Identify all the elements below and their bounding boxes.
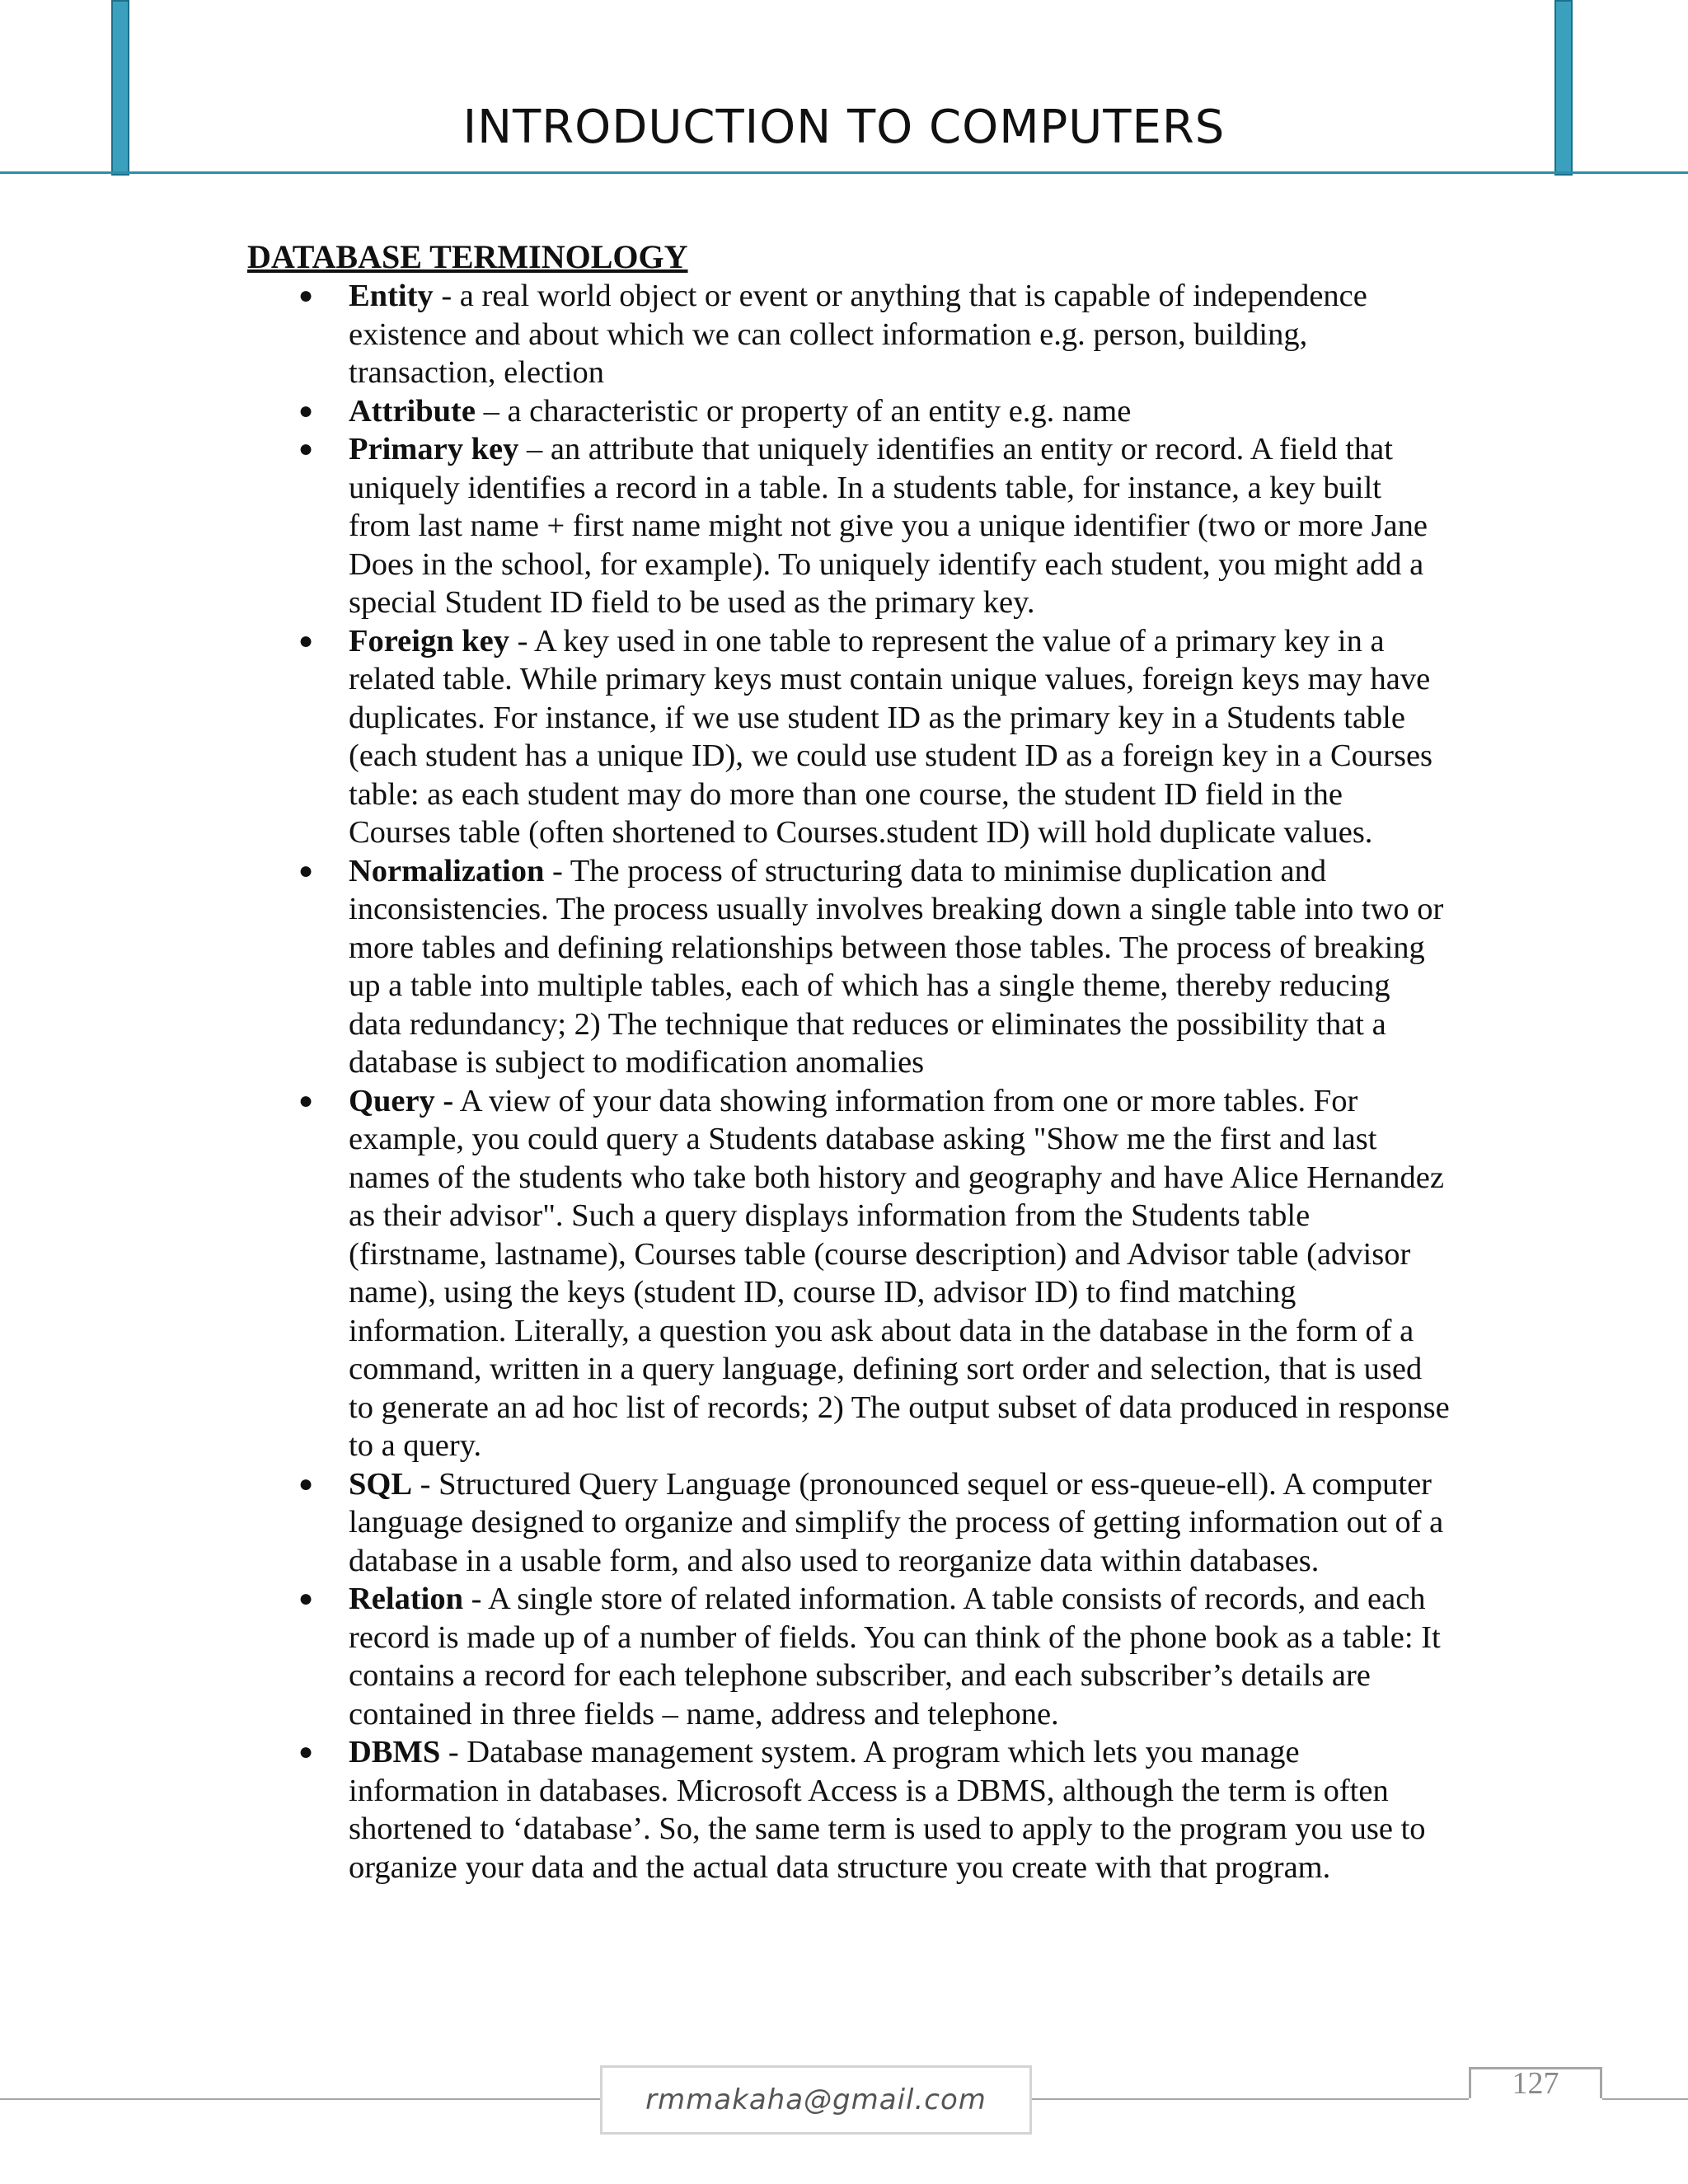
term-name: SQL bbox=[349, 1466, 413, 1502]
bullet-icon: ● bbox=[298, 435, 314, 462]
term-name: Primary key bbox=[349, 432, 519, 466]
footer-rule-right bbox=[1602, 2098, 1688, 2100]
term-name: Query - bbox=[349, 1083, 454, 1118]
bullet-icon: ● bbox=[298, 1086, 314, 1114]
term-definition: - a real world object or event or anything that is capable of independence existence and about which we can collect information e.g. person, building, transaction, election bbox=[349, 279, 1367, 390]
bullet-icon: ● bbox=[298, 856, 314, 884]
term-name: Foreign key bbox=[349, 623, 509, 658]
term-query bbox=[247, 1082, 1451, 1465]
header-title: INTRODUCTION TO COMPUTERS bbox=[462, 101, 1226, 154]
term-name: DBMS bbox=[349, 1735, 441, 1769]
term-entity bbox=[247, 277, 1451, 392]
term-name: Entity bbox=[349, 279, 434, 313]
term-name: Relation bbox=[349, 1582, 464, 1616]
footer-rule-left bbox=[0, 2098, 600, 2100]
bullet-icon: ● bbox=[298, 1585, 314, 1612]
term-foreign-key bbox=[247, 622, 1451, 852]
bullet-icon: ● bbox=[298, 1738, 314, 1765]
term-definition: - A key used in one table to represent the value of a primary key in a related table. While primary keys must contain unique values, foreign keys may have duplicates. For instance, if we use student ID as the primary key in a Students table (each student has a unique ID), we could use student ID as a foreign key in a Courses table: as each student may do more than one course, the student ID field in the Courses table (often shortened to Courses.student ID) will hold duplicate values. bbox=[349, 623, 1433, 850]
term-definition: A view of your data showing information from one or more tables. For example, you could query a Students database asking "Show me the first and last names of the students who take both history and geography and have Alice Hernandez as their advisor". Such a query displays information from the Students table (firstname, lastname), Courses table (course description) and Advisor table (advisor name), using the keys (student ID, course ID, advisor ID) to find matching information. Literally, a question you ask about data in the database in the form of a command, written in a query language, defining sort order and selection, that is used to generate an ad hoc list of records; 2) The output subset of data produced in response to a query. bbox=[349, 1083, 1450, 1463]
term-name: Attribute bbox=[349, 393, 476, 429]
term-definition: – an attribute that uniquely identifies an entity or record. A field that uniquely identifies a record in a table. In a students table, for instance, a key built from last name + first name might not give you a unique identifier (two or more Jane Does in the school, for example). To uniquely identify each student, you might add a special Student ID field to be used as the primary key. bbox=[349, 432, 1428, 620]
term-definition: - Structured Query Language (pronounced sequel or ess-queue-ell). A computer language designed to organize and simplify the process of getting information out of a database in a usable form, and also used to reorganize data within databases. bbox=[349, 1466, 1444, 1578]
footer-rule-middle bbox=[1032, 2098, 1469, 2100]
bullet-icon: ● bbox=[298, 626, 314, 654]
page-header bbox=[0, 0, 1688, 177]
term-definition: - A single store of related information. A table consists of records, and each record is made up of a number of fields. You can think of the phone book as a table: It contains a record for each telephone subscriber, and each subscriber’s details are contained in three fields – name, address and telephone. bbox=[349, 1582, 1441, 1732]
bullet-icon: ● bbox=[298, 1469, 314, 1497]
term-primary-key bbox=[247, 430, 1451, 622]
term-sql bbox=[247, 1465, 1451, 1581]
term-attribute bbox=[247, 392, 1451, 431]
terminology-list bbox=[247, 277, 1451, 1886]
footer-email: rmmakaha@gmail.com bbox=[600, 2065, 1032, 2135]
term-definition: – a characteristic or property of an entity e.g. name bbox=[475, 393, 1132, 429]
term-definition: - Database management system. A program which lets you manage information in databases. Microsoft Access is a DBMS, although the term is often shortened to ‘database’. So, the same term is used to apply to the program you use to organize your data and the actual data structure you create with that program. bbox=[349, 1735, 1426, 1885]
term-dbms bbox=[247, 1733, 1451, 1886]
section-title: DATABASE TERMINOLOGY bbox=[247, 238, 688, 275]
page-number: 127 bbox=[1469, 2067, 1602, 2098]
term-name: Normalization bbox=[349, 853, 545, 888]
page-content bbox=[247, 237, 1451, 1886]
bullet-icon: ● bbox=[298, 282, 314, 309]
term-normalization bbox=[247, 852, 1451, 1082]
bullet-icon: ● bbox=[298, 396, 314, 424]
term-definition: - The process of structuring data to minimise duplication and inconsistencies. The process usually involves breaking down a single table into two or more tables and defining relationships between those tables. The process of breaking up a table into multiple tables, each of which has a single theme, thereby reducing data redundancy; 2) The technique that reduces or eliminates the possibility that a database is subject to modification anomalies bbox=[349, 853, 1444, 1080]
header-rule bbox=[0, 171, 1688, 174]
term-relation bbox=[247, 1580, 1451, 1733]
